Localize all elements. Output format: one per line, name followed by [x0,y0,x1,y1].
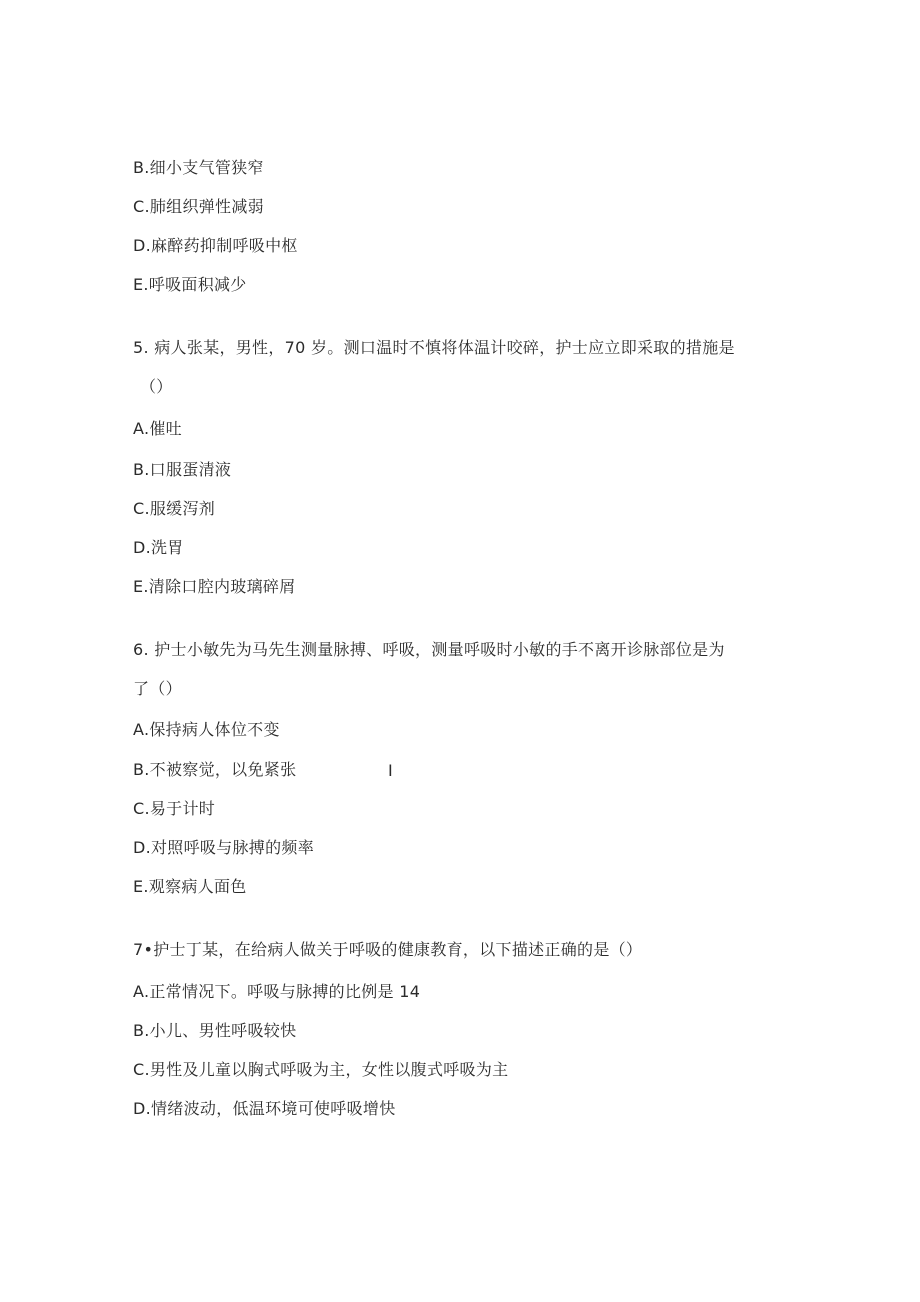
option-c-q4: C.肺组织弹性减弱 [133,197,264,216]
option-d-q4: D.麻醉药抑制呼吸中枢 [133,236,298,255]
option-a-q5: A.催吐 [133,419,182,438]
question-6-text: 6. 护士小敏先为马先生测量脉搏、呼吸，测量呼吸时小敏的手不离开诊脉部位是为 [133,640,725,659]
option-e-q6: E.观察病人面色 [133,877,247,896]
option-c-q7: C.男性及儿童以胸式呼吸为主，女性以腹式呼吸为主 [133,1060,509,1079]
option-a-q6: A.保持病人体位不变 [133,720,280,739]
option-c-q5: C.服缓泻剂 [133,499,216,518]
option-d-q7: D.情绪波动，低温环境可使呼吸增快 [133,1099,396,1118]
option-b-q6: B.不被察觉，以免紧张 [133,760,297,779]
option-c-q6: C.易于计时 [133,799,216,818]
question-5-blank: （） [140,377,173,396]
option-b-q5: B.口服蛋清液 [133,460,232,479]
option-b-q7: B.小儿、男性呼吸较快 [133,1021,297,1040]
question-7-text: 7•护士丁某，在给病人做关于呼吸的健康教育，以下描述正确的是（） [133,940,643,959]
question-6-continuation: 了（） [133,679,182,698]
option-d-q5: D.洗胃 [133,538,184,557]
option-d-q6: D.对照呼吸与脉搏的频率 [133,838,315,857]
option-e-q5: E.清除口腔内玻璃碎屑 [133,577,296,596]
option-a-q7: A.正常情况下。呼吸与脉搏的比例是 14 [133,982,421,1001]
question-5-text: 5. 病人张某，男性，70 岁。测口温时不慎将体温计咬碎，护士应立即采取的措施是 [133,338,735,357]
option-b-q4: B.细小支气管狭窄 [133,158,264,177]
option-e-q4: E.呼吸面积减少 [133,275,247,294]
stray-mark: I [388,761,393,780]
